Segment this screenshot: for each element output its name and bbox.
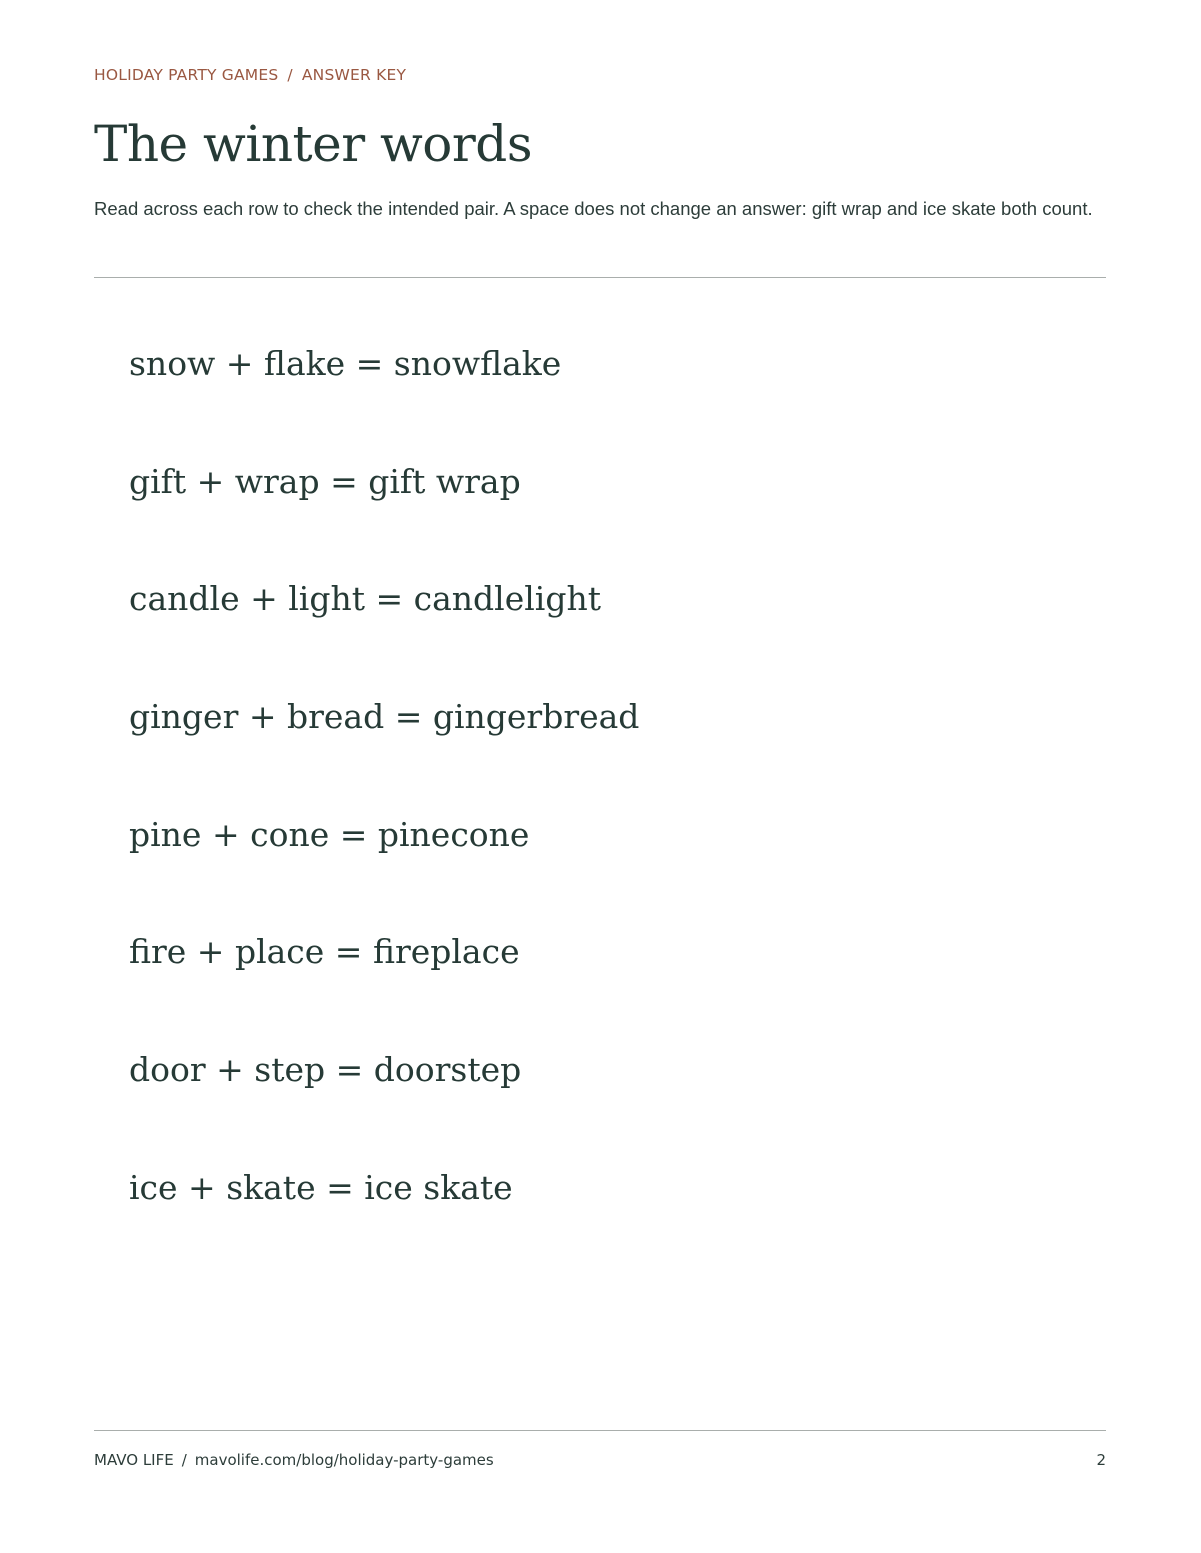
footer-brand: MAVO LIFE: [94, 1451, 174, 1469]
answer-row-4: ginger + bread = gingerbread: [129, 697, 640, 737]
breadcrumb-current: ANSWER KEY: [301, 66, 407, 84]
header-divider: [94, 277, 1106, 278]
page-number: 2: [1096, 1451, 1106, 1469]
page-footer: [94, 1451, 1106, 1469]
answer-key-page: [94, 0, 1106, 1553]
answer-row-8: ice + skate = ice skate: [129, 1167, 513, 1207]
footer-separator: /: [181, 1451, 187, 1469]
answer-row-3: candle + light = candlelight: [129, 579, 601, 619]
answer-row-2: gift + wrap = gift wrap: [129, 461, 521, 501]
intro-text: Read across each row to check the intended pair. A space does not change an answer: gift wrap and ice skate both count.: [94, 198, 1093, 219]
answer-row-1: snow + flake = snowflake: [129, 344, 562, 383]
footer-divider: [94, 1430, 1106, 1431]
answer-row-5: pine + cone = pinecone: [129, 814, 530, 854]
breadcrumb-section: HOLIDAY PARTY GAMES: [94, 66, 279, 84]
breadcrumb: [94, 66, 406, 84]
page-title: The winter words: [94, 115, 532, 173]
footer-url: mavolife.com/blog/holiday-party-games: [194, 1451, 494, 1469]
breadcrumb-separator: /: [287, 66, 293, 84]
answer-list: [129, 338, 639, 1280]
answer-row-6: fire + place = fireplace: [129, 932, 520, 972]
answer-row-7: door + step = doorstep: [129, 1050, 522, 1090]
